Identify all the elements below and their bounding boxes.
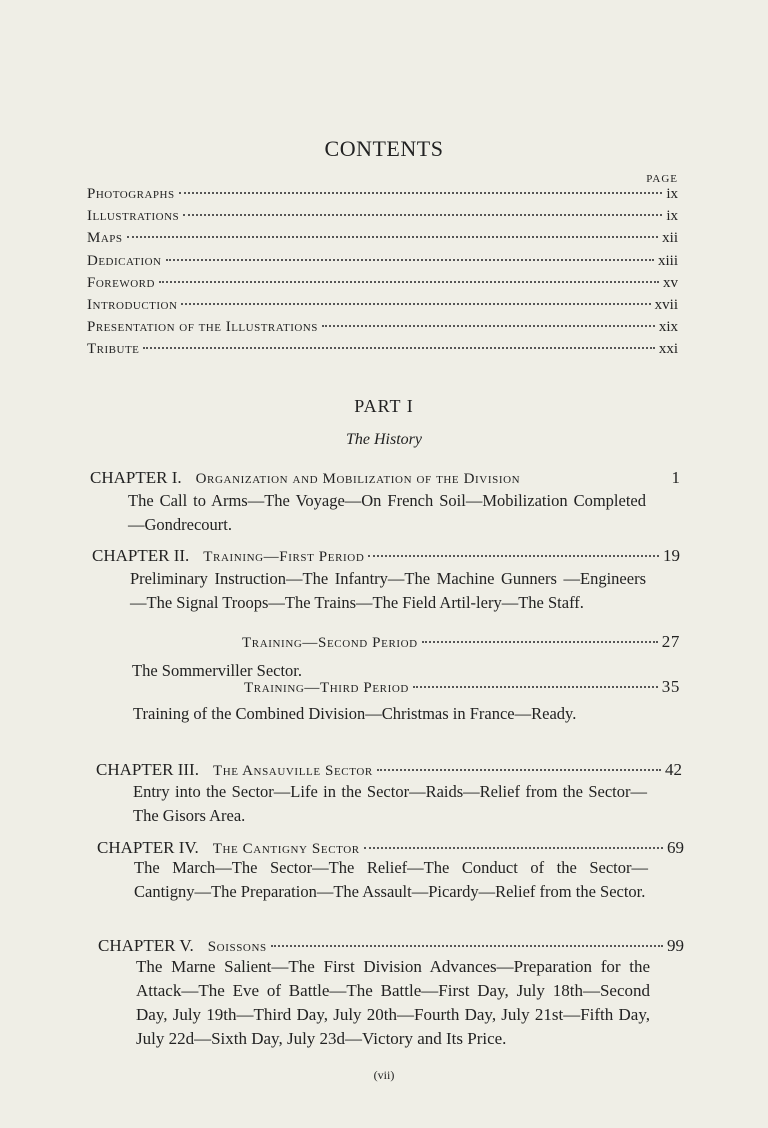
chapter-title: The Ansauville Sector	[212, 763, 373, 779]
entry-label: Photographs	[87, 186, 175, 202]
chapter-page: 69	[667, 838, 684, 857]
chapter-label: CHAPTER V.	[98, 936, 194, 955]
chapter-title: Soissons	[207, 939, 267, 955]
chapter-page: 1	[671, 468, 680, 487]
entry-page: xxi	[658, 341, 678, 358]
sub-period-page: 27	[661, 632, 680, 651]
chapter-title: Training—First Period	[203, 549, 365, 565]
page-column-heading: PAGE	[646, 173, 678, 185]
leader-dots	[413, 686, 658, 688]
page-folio: (vii)	[373, 1068, 395, 1082]
leader-dots	[183, 214, 662, 216]
chapter-heading	[92, 546, 680, 566]
leader-dots	[422, 641, 658, 643]
chapter-heading	[96, 760, 682, 780]
front-matter-entry	[87, 319, 678, 341]
chapter-title: Organization and Mobilization of the Division	[195, 471, 521, 487]
chapter-label: CHAPTER II.	[92, 546, 190, 565]
chapter-description: The March—The Sector—The Relief—The Conduct of the Sector—Cantigny—The Preparation—The Assault—Picardy—Relief from the Sector.	[134, 858, 648, 901]
entry-page: xvii	[654, 296, 678, 313]
leader-dots	[143, 347, 654, 349]
chapter-description: The Call to Arms—The Voyage—On French Soil—Mobilization Completed—Gondrecourt.	[128, 491, 646, 534]
entry-label: Maps	[87, 230, 123, 247]
entry-label: Dedication	[87, 252, 162, 269]
front-matter-entry	[87, 275, 678, 297]
entry-page: xix	[658, 319, 678, 336]
chapter-heading	[98, 936, 684, 956]
chapter-description: Preliminary Instruction—The Infantry—The Machine Gunners —Engineers—The Signal Troops—The Trains—The Field Artil-lery—The Staff.	[130, 569, 646, 612]
chapter-heading	[97, 838, 684, 858]
chapter-page: 19	[663, 546, 680, 565]
sub-period-page: 35	[661, 677, 680, 696]
leader-dots	[166, 259, 654, 261]
entry-label: Tribute	[87, 341, 140, 358]
entry-page: ix	[666, 186, 678, 202]
entry-label: Illustrations	[87, 208, 180, 225]
sub-period-description: The Sommerviller Sector.	[132, 661, 303, 680]
front-matter-list	[87, 186, 678, 364]
entry-label: Presentation of the Illustrations	[87, 319, 318, 336]
front-matter-entry	[87, 253, 678, 275]
chapter-heading	[90, 468, 680, 488]
leader-dots	[159, 281, 659, 283]
entry-page: ix	[666, 208, 678, 225]
sub-period-description: Training of the Combined Division—Christmas in France—Ready.	[133, 704, 577, 723]
chapter-label: CHAPTER I.	[90, 468, 182, 487]
contents-title: CONTENTS	[324, 136, 444, 161]
sub-period-heading	[244, 677, 680, 697]
leader-dots	[127, 236, 659, 238]
entry-page: xv	[663, 274, 678, 291]
part-title: PART I	[354, 396, 414, 416]
entry-label: Introduction	[87, 296, 178, 313]
part-subtitle: The History	[346, 431, 422, 448]
entry-label: Foreword	[87, 274, 155, 291]
front-matter-entry	[87, 230, 678, 252]
chapter-page: 42	[665, 760, 682, 779]
front-matter-entry	[87, 297, 678, 319]
leader-dots	[181, 303, 650, 305]
chapter-title: The Cantigny Sector	[212, 841, 360, 857]
front-matter-entry	[87, 208, 678, 230]
leader-dots	[179, 192, 663, 194]
chapter-label: CHAPTER III.	[96, 760, 199, 779]
entry-page: xiii	[657, 252, 678, 269]
leader-dots	[271, 945, 663, 947]
leader-dots	[377, 769, 661, 771]
leader-dots	[368, 555, 659, 557]
chapter-label: CHAPTER IV.	[97, 838, 199, 857]
leader-dots	[322, 325, 655, 327]
sub-period-title: Training—Second Period	[242, 635, 418, 651]
front-matter-entry	[87, 341, 678, 363]
chapter-description: The Marne Salient—The First Division Advances—Preparation for the Attack—The Eve of Battle—The Battle—First Day, July 18th—Second Day, July 19th—Third Day, July 20th—Fourth Day, July 21st—Fifth Day, July 22d—Sixth Day, July 23d—Victory and Its Price.	[136, 957, 650, 1048]
leader-dots	[364, 847, 663, 849]
front-matter-entry	[87, 186, 678, 208]
entry-page: xii	[662, 230, 678, 247]
sub-period-heading	[242, 632, 680, 652]
sub-period-title: Training—Third Period	[244, 680, 409, 696]
chapter-page: 99	[667, 936, 684, 955]
chapter-description: Entry into the Sector—Life in the Sector—Raids—Relief from the Sector—The Gisors Area.	[133, 782, 647, 825]
